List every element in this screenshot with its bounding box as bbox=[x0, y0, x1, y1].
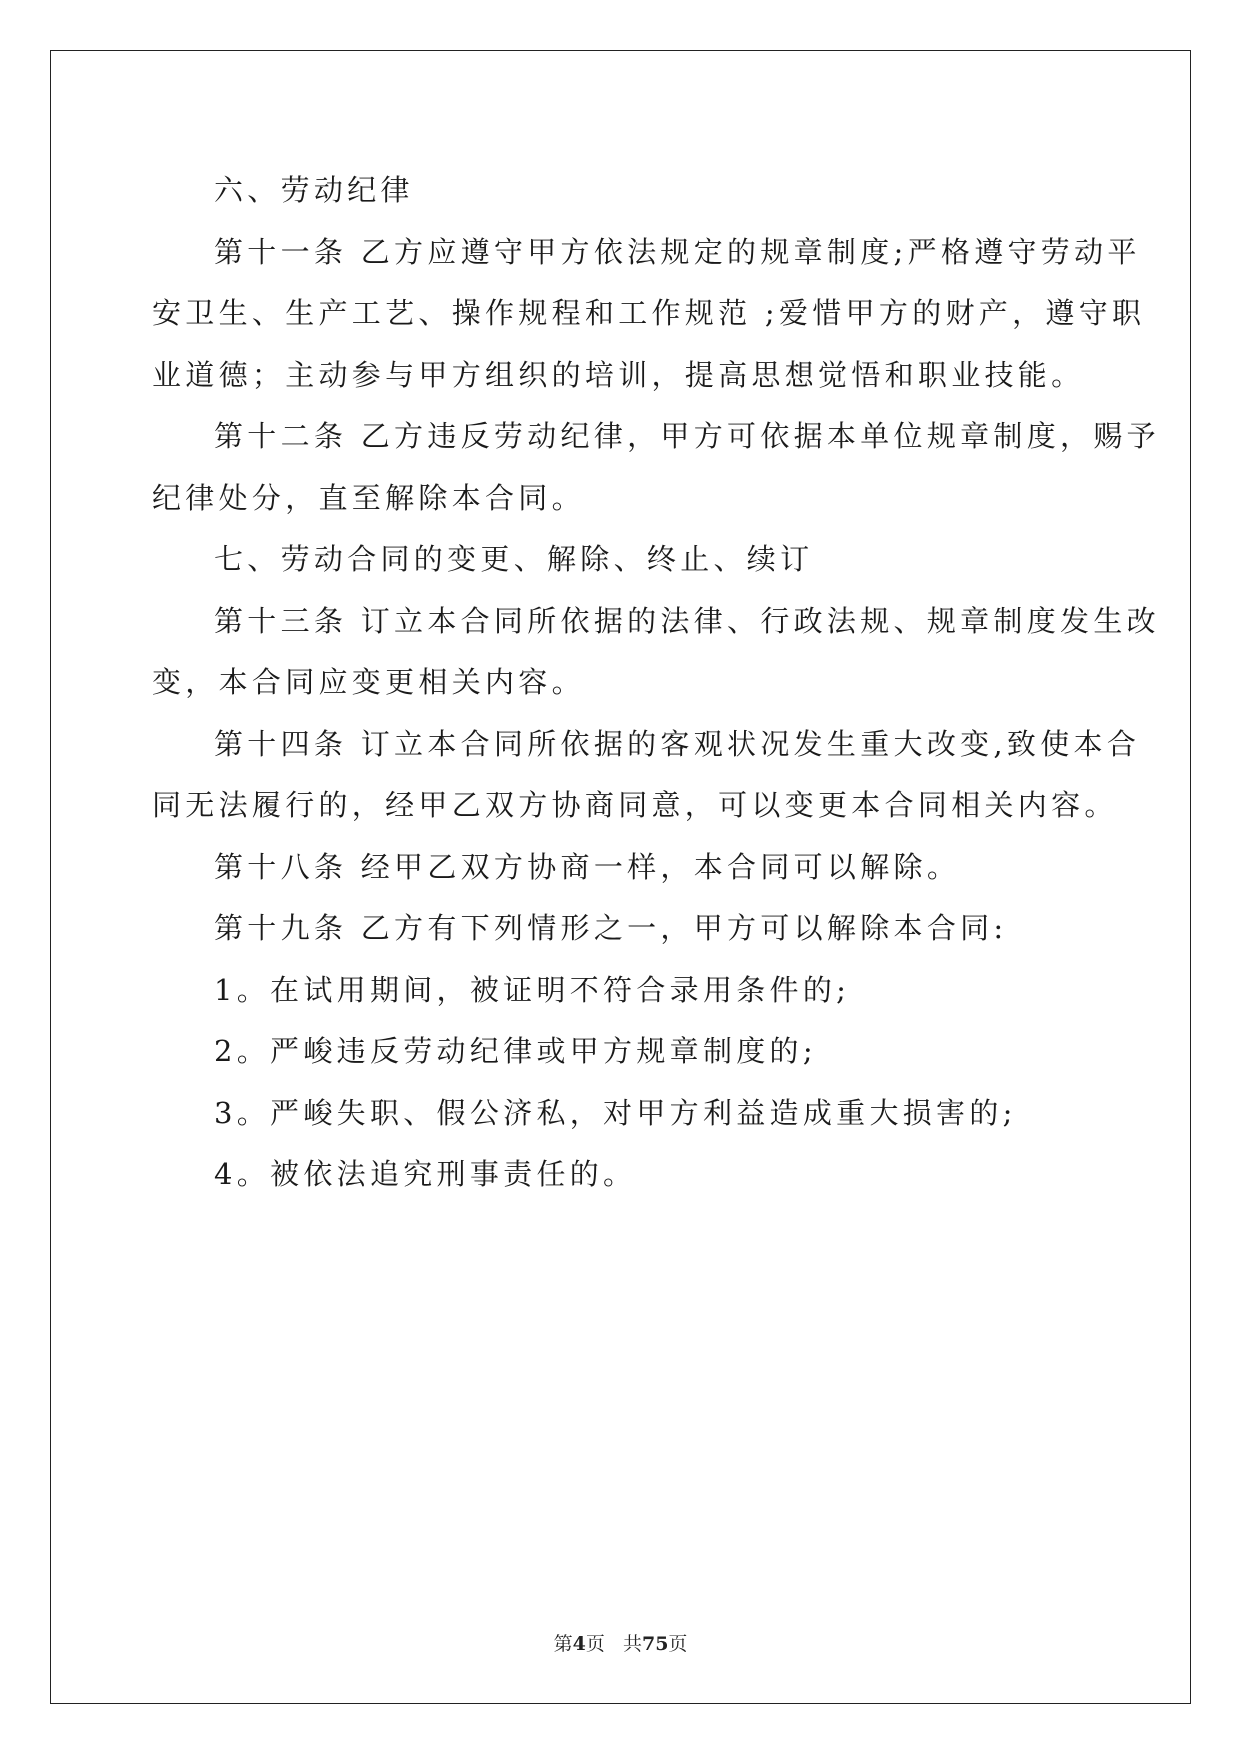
paragraph-line: 纪律处分，直至解除本合同。 bbox=[152, 480, 585, 515]
total-suffix: 页 bbox=[668, 1633, 688, 1655]
list-item: 2。严峻违反劳动纪律或甲方规章制度的; bbox=[214, 1034, 817, 1068]
list-item: 4。被依法追究刑事责任的。 bbox=[214, 1157, 637, 1191]
paragraph-line: 第十九条 乙方有下列情形之一，甲方可以解除本合同: bbox=[214, 911, 1008, 945]
page-prefix: 第 bbox=[553, 1633, 573, 1655]
paragraph-line: 变，本合同应变更相关内容。 bbox=[152, 665, 585, 699]
paragraph-line: 第十四条 订立本合同所依据的客观状况发生重大改变,致使本合 bbox=[214, 726, 1141, 761]
page-footer bbox=[0, 1629, 1241, 1656]
total-prefix: 共 bbox=[622, 1633, 642, 1655]
section-heading: 六、劳动纪律 bbox=[214, 173, 414, 207]
section-heading: 七、劳动合同的变更、解除、终止、续订 bbox=[214, 542, 814, 576]
paragraph-line: 第十一条 乙方应遵守甲方依法规定的规章制度;严格遵守劳动平 bbox=[214, 234, 1141, 269]
paragraph-line: 第十二条 乙方违反劳动纪律，甲方可依据本单位规章制度，赐予 bbox=[214, 419, 1160, 453]
paragraph-line: 第十三条 订立本合同所依据的法律、行政法规、规章制度发生改 bbox=[214, 603, 1160, 638]
page-suffix: 页 bbox=[585, 1633, 605, 1655]
document-body bbox=[152, 160, 1160, 1206]
paragraph-line: 业道德；主动参与甲方组织的培训，提高思想觉悟和职业技能。 bbox=[152, 357, 1085, 392]
paragraph-line: 同无法履行的，经甲乙双方协商同意，可以变更本合同相关内容。 bbox=[152, 788, 1118, 822]
paragraph-line: 安卫生、生产工艺、操作规程和工作规范 ;爱惜甲方的财产，遵守职 bbox=[152, 296, 1146, 330]
list-item: 3。严峻失职、假公济私，对甲方利益造成重大损害的; bbox=[214, 1095, 1017, 1130]
page-number: 4 bbox=[572, 1633, 586, 1655]
list-item: 1。在试用期间，被证明不符合录用条件的; bbox=[214, 972, 851, 1007]
total-pages: 75 bbox=[641, 1633, 669, 1655]
paragraph-line: 第十八条 经甲乙双方协商一样，本合同可以解除。 bbox=[214, 849, 961, 884]
